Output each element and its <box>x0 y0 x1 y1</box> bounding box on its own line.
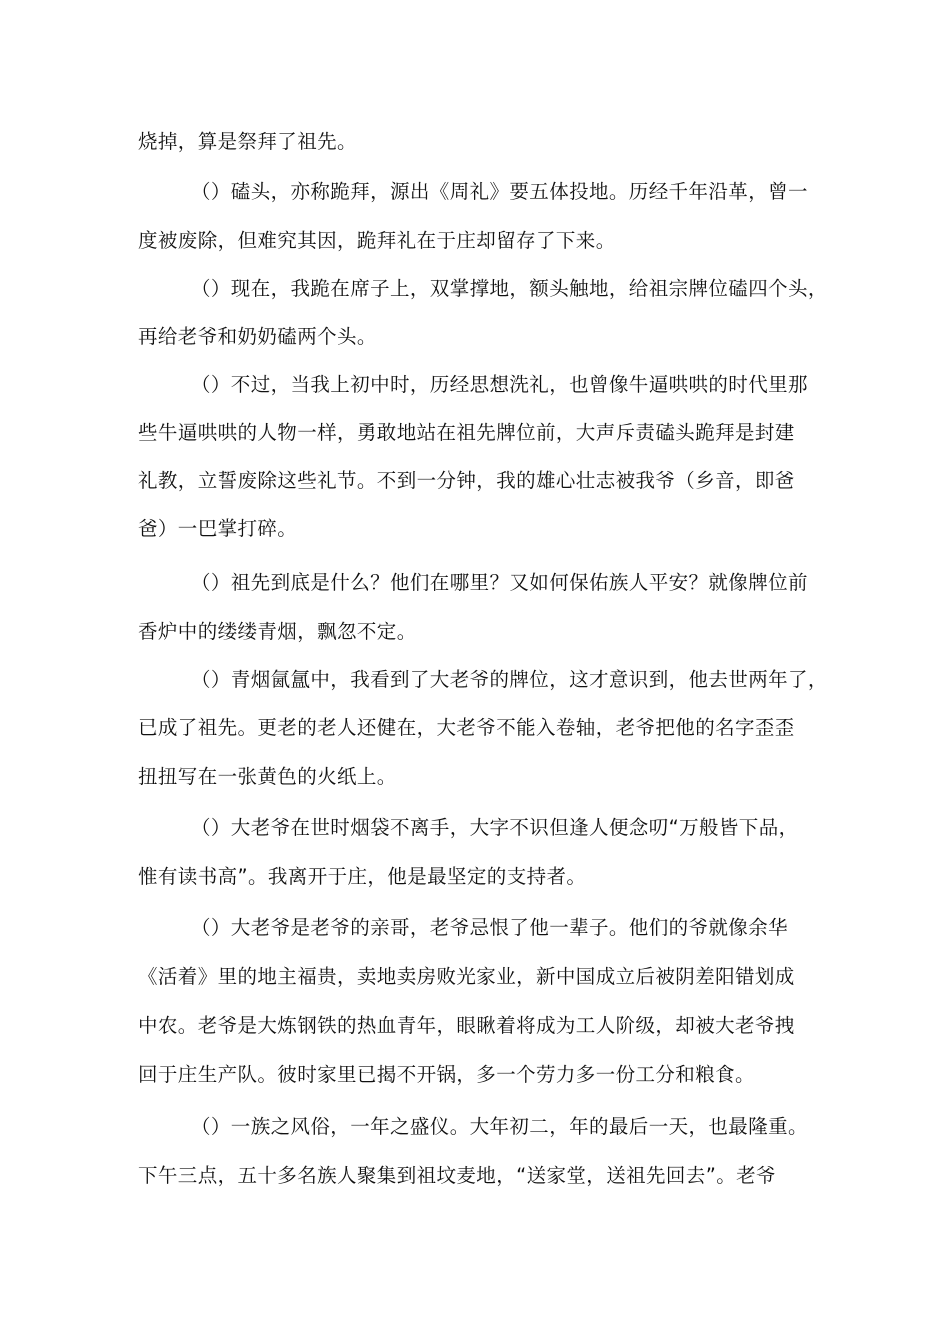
text-line: （）现在，我跪在席子上，双掌撑地，额头触地，给祖宗牌位磕四个头， <box>191 277 828 300</box>
text-line: （）大老爷是老爷的亲哥，老爷忌恨了他一辈子。他们的爷就像余华 <box>191 916 789 939</box>
text-line: （）磕头，亦称跪拜，源出《周礼》要五体投地。历经千年沿革，曾一 <box>191 180 808 203</box>
text-line: 些牛逼哄哄的人物一样，勇敢地站在祖先牌位前，大声斥责磕头跪拜是封建 <box>138 421 795 444</box>
text-line: 惟有读书高”。我离开于庄，他是最坚定的支持者。 <box>138 865 587 888</box>
text-line: 烧掉，算是祭拜了祖先。 <box>138 130 357 153</box>
text-line: （）祖先到底是什么？他们在哪里？又如何保佑族人平安？就像牌位前 <box>191 571 808 594</box>
text-line: （）一族之风俗，一年之盛仪。大年初二，年的最后一天，也最隆重。 <box>191 1115 808 1138</box>
text-line: 扭扭写在一张黄色的火纸上。 <box>138 765 397 788</box>
text-line: 爸）一巴掌打碎。 <box>138 517 298 540</box>
text-line: 中农。老爷是大炼钢铁的热血青年，眼瞅着将成为工人阶级，却被大老爷拽 <box>138 1014 795 1037</box>
text-line: 回于庄生产队。彼时家里已揭不开锅，多一个劳力多一份工分和粮食。 <box>138 1063 755 1086</box>
text-line: 下午三点，五十多名族人聚集到祖坟麦地，“送家堂，送祖先回去”。老爷 <box>138 1164 776 1187</box>
text-line: 香炉中的缕缕青烟，飘忽不定。 <box>138 620 417 643</box>
text-line: 礼教，立誓废除这些礼节。不到一分钟，我的雄心壮志被我爷（乡音，即爸 <box>138 469 795 492</box>
text-line: （）不过，当我上初中时，历经思想洗礼，也曾像牛逼哄哄的时代里那 <box>191 373 808 396</box>
text-line: （）青烟氤氲中，我看到了大老爷的牌位，这才意识到，他去世两年了， <box>191 668 828 691</box>
text-line: 《活着》里的地主福贵，卖地卖房败光家业，新中国成立后被阴差阳错划成 <box>138 965 795 988</box>
text-line: 度被废除，但难究其因，跪拜礼在于庄却留存了下来。 <box>138 229 616 252</box>
text-line: 已成了祖先。更老的老人还健在，大老爷不能入卷轴，老爷把他的名字歪歪 <box>138 716 795 739</box>
text-line: （）大老爷在世时烟袋不离手，大字不识但逢人便念叨“万般皆下品， <box>191 816 799 839</box>
text-line: 再给老爷和奶奶磕两个头。 <box>138 325 377 348</box>
